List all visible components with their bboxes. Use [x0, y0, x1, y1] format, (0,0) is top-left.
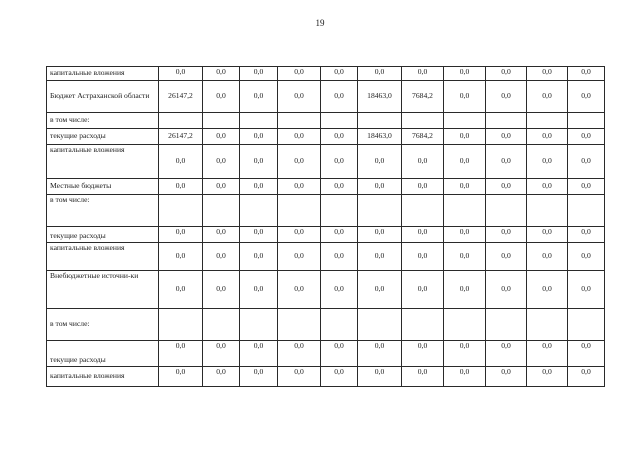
- table-row: [47, 227, 605, 243]
- value-cell: 0,0: [321, 341, 358, 367]
- value-cell: 0,0: [159, 341, 203, 367]
- value-cell: 0,0: [402, 227, 444, 243]
- value-cell: 0,0: [321, 145, 358, 179]
- value-cell: 0,0: [278, 145, 321, 179]
- value-cell: [568, 195, 605, 227]
- table-row: [47, 243, 605, 271]
- value-cell: 0,0: [568, 129, 605, 145]
- row-label: Местные бюджеты: [47, 179, 159, 195]
- value-cell: 0,0: [203, 243, 240, 271]
- value-cell: 0,0: [278, 227, 321, 243]
- table-row: [47, 271, 605, 309]
- value-cell: [402, 195, 444, 227]
- value-cell: 0,0: [278, 367, 321, 387]
- row-label: в том числе:: [47, 195, 159, 227]
- value-cell: 0,0: [444, 367, 486, 387]
- value-cell: [568, 113, 605, 129]
- value-cell: 0,0: [321, 367, 358, 387]
- value-cell: [444, 113, 486, 129]
- value-cell: 0,0: [358, 179, 402, 195]
- value-cell: [321, 309, 358, 341]
- value-cell: 0,0: [444, 179, 486, 195]
- value-cell: 0,0: [240, 145, 278, 179]
- value-cell: 18463,0: [358, 129, 402, 145]
- row-label: капитальные вложения: [47, 145, 159, 179]
- value-cell: 7684,2: [402, 129, 444, 145]
- value-cell: 0,0: [358, 341, 402, 367]
- value-cell: 0,0: [240, 67, 278, 81]
- value-cell: [159, 309, 203, 341]
- value-cell: 0,0: [203, 271, 240, 309]
- table-row: [47, 67, 605, 81]
- row-label: в том числе:: [47, 113, 159, 129]
- value-cell: 0,0: [203, 367, 240, 387]
- value-cell: 0,0: [402, 271, 444, 309]
- row-label: текущие расходы: [47, 341, 159, 367]
- value-cell: 0,0: [568, 271, 605, 309]
- value-cell: 0,0: [240, 179, 278, 195]
- value-cell: 0,0: [568, 81, 605, 113]
- value-cell: 0,0: [444, 227, 486, 243]
- value-cell: [203, 309, 240, 341]
- value-cell: 0,0: [527, 367, 568, 387]
- value-cell: [444, 309, 486, 341]
- value-cell: 0,0: [358, 367, 402, 387]
- value-cell: 0,0: [240, 81, 278, 113]
- value-cell: 0,0: [568, 367, 605, 387]
- value-cell: 0,0: [159, 67, 203, 81]
- value-cell: 0,0: [203, 81, 240, 113]
- value-cell: 0,0: [159, 367, 203, 387]
- value-cell: 0,0: [402, 243, 444, 271]
- table-row: [47, 341, 605, 367]
- value-cell: 0,0: [486, 129, 527, 145]
- value-cell: [203, 195, 240, 227]
- value-cell: [159, 113, 203, 129]
- value-cell: 26147,2: [159, 81, 203, 113]
- value-cell: 0,0: [486, 81, 527, 113]
- value-cell: 0,0: [444, 243, 486, 271]
- value-cell: 0,0: [527, 271, 568, 309]
- value-cell: [568, 309, 605, 341]
- value-cell: [358, 195, 402, 227]
- value-cell: 0,0: [278, 271, 321, 309]
- value-cell: 0,0: [444, 145, 486, 179]
- value-cell: 0,0: [203, 179, 240, 195]
- value-cell: [203, 113, 240, 129]
- value-cell: 0,0: [527, 341, 568, 367]
- table-row: [47, 179, 605, 195]
- value-cell: 7684,2: [402, 81, 444, 113]
- value-cell: 0,0: [568, 243, 605, 271]
- row-label: текущие расходы: [47, 227, 159, 243]
- value-cell: 0,0: [240, 243, 278, 271]
- value-cell: 0,0: [321, 81, 358, 113]
- value-cell: 0,0: [527, 67, 568, 81]
- value-cell: [358, 113, 402, 129]
- row-label: капитальные вложения: [47, 67, 159, 81]
- value-cell: 0,0: [358, 271, 402, 309]
- value-cell: 0,0: [159, 145, 203, 179]
- value-cell: [240, 195, 278, 227]
- value-cell: 0,0: [358, 227, 402, 243]
- value-cell: 0,0: [278, 341, 321, 367]
- value-cell: 0,0: [240, 129, 278, 145]
- value-cell: 0,0: [568, 145, 605, 179]
- value-cell: 0,0: [159, 243, 203, 271]
- value-cell: 0,0: [527, 227, 568, 243]
- value-cell: [321, 195, 358, 227]
- value-cell: 26147,2: [159, 129, 203, 145]
- value-cell: 0,0: [568, 179, 605, 195]
- value-cell: 0,0: [321, 243, 358, 271]
- value-cell: 0,0: [486, 341, 527, 367]
- value-cell: [486, 113, 527, 129]
- value-cell: 0,0: [444, 341, 486, 367]
- table-row: [47, 309, 605, 341]
- value-cell: 0,0: [278, 179, 321, 195]
- value-cell: 0,0: [486, 243, 527, 271]
- value-cell: 0,0: [159, 179, 203, 195]
- value-cell: 0,0: [321, 271, 358, 309]
- value-cell: [358, 309, 402, 341]
- row-label: Бюджет Астраханской области: [47, 81, 159, 113]
- value-cell: [527, 195, 568, 227]
- value-cell: [527, 113, 568, 129]
- value-cell: 0,0: [444, 81, 486, 113]
- value-cell: 0,0: [159, 227, 203, 243]
- value-cell: 0,0: [358, 243, 402, 271]
- funding-table: [46, 66, 605, 387]
- value-cell: 0,0: [278, 81, 321, 113]
- value-cell: [240, 113, 278, 129]
- table-row: [47, 145, 605, 179]
- value-cell: [240, 309, 278, 341]
- value-cell: 0,0: [486, 367, 527, 387]
- value-cell: 0,0: [527, 243, 568, 271]
- value-cell: 0,0: [278, 67, 321, 81]
- value-cell: 0,0: [321, 179, 358, 195]
- value-cell: 0,0: [486, 67, 527, 81]
- value-cell: 0,0: [240, 271, 278, 309]
- value-cell: 0,0: [321, 227, 358, 243]
- table-body: [47, 67, 605, 387]
- value-cell: 0,0: [527, 179, 568, 195]
- value-cell: [486, 195, 527, 227]
- value-cell: 0,0: [240, 341, 278, 367]
- value-cell: 0,0: [527, 81, 568, 113]
- value-cell: 0,0: [203, 145, 240, 179]
- value-cell: 0,0: [321, 129, 358, 145]
- value-cell: 0,0: [527, 145, 568, 179]
- value-cell: [321, 113, 358, 129]
- value-cell: [444, 195, 486, 227]
- value-cell: 0,0: [321, 67, 358, 81]
- value-cell: [278, 309, 321, 341]
- value-cell: 0,0: [203, 341, 240, 367]
- value-cell: 0,0: [159, 271, 203, 309]
- value-cell: 0,0: [240, 227, 278, 243]
- value-cell: 0,0: [444, 67, 486, 81]
- value-cell: 0,0: [486, 179, 527, 195]
- value-cell: 0,0: [402, 145, 444, 179]
- value-cell: 0,0: [486, 145, 527, 179]
- value-cell: 0,0: [568, 67, 605, 81]
- value-cell: 0,0: [402, 367, 444, 387]
- value-cell: [402, 113, 444, 129]
- value-cell: 0,0: [486, 271, 527, 309]
- value-cell: [278, 113, 321, 129]
- value-cell: [402, 309, 444, 341]
- row-label: текущие расходы: [47, 129, 159, 145]
- value-cell: 0,0: [486, 227, 527, 243]
- value-cell: 0,0: [402, 341, 444, 367]
- value-cell: 0,0: [358, 67, 402, 81]
- value-cell: [159, 195, 203, 227]
- value-cell: 0,0: [203, 67, 240, 81]
- value-cell: 0,0: [203, 129, 240, 145]
- value-cell: 0,0: [240, 367, 278, 387]
- value-cell: 0,0: [402, 67, 444, 81]
- value-cell: 0,0: [203, 227, 240, 243]
- value-cell: 0,0: [278, 129, 321, 145]
- value-cell: 0,0: [278, 243, 321, 271]
- value-cell: 0,0: [402, 179, 444, 195]
- value-cell: [486, 309, 527, 341]
- value-cell: 18463,0: [358, 81, 402, 113]
- page-number: 19: [315, 18, 325, 28]
- table-row: [47, 113, 605, 129]
- table-row: [47, 195, 605, 227]
- row-label: в том числе:: [47, 309, 159, 341]
- value-cell: 0,0: [527, 129, 568, 145]
- value-cell: 0,0: [444, 129, 486, 145]
- row-label: капитальные вложения: [47, 243, 159, 271]
- value-cell: [527, 309, 568, 341]
- value-cell: 0,0: [568, 227, 605, 243]
- row-label: Внебюджетные источни-ки: [47, 271, 159, 309]
- value-cell: 0,0: [568, 341, 605, 367]
- table-row: [47, 129, 605, 145]
- table-row: [47, 81, 605, 113]
- table-row: [47, 367, 605, 387]
- row-label: капитальные вложения: [47, 367, 159, 387]
- value-cell: 0,0: [444, 271, 486, 309]
- value-cell: [278, 195, 321, 227]
- value-cell: 0,0: [358, 145, 402, 179]
